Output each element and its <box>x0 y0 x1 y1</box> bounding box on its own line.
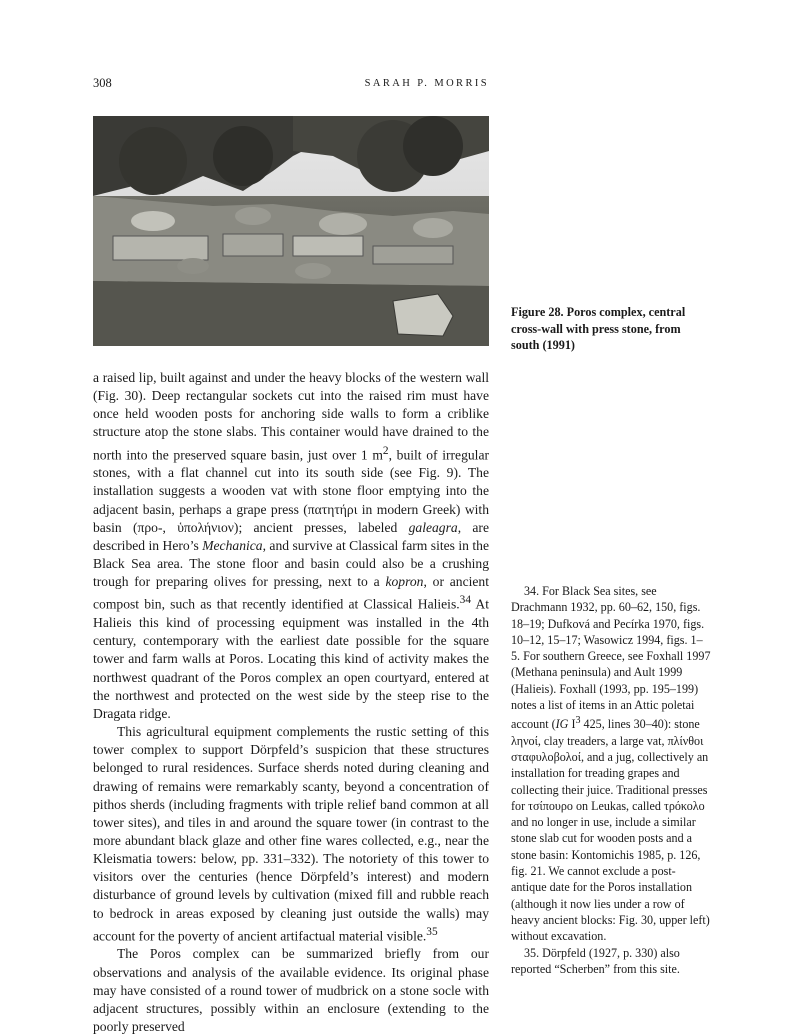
footnote-ref[interactable]: 35 <box>426 925 438 938</box>
figure-photo <box>93 116 489 346</box>
footnote-34: 34. For Black Sea sites, see Drachmann 1932, pp. 60–62, 150, figs. 18–19; Dufková and Pecírka 1970, figs. 10–12, 15–17; Wasowicz 1994, figs. 1–5. For southern Greece, see Foxhall 1997 (Methana peninsula) and Ault 1999 (Halieis). Foxhall (1993, pp. 195–199) notes a list of items in an Attic poletai account (IG $I^3$ 425, lines 30–40): stone ληνοί, clay treaders, a large vat, πλίνθοι σταφυλοβολοί, and a jug, collectively an installation for treading grapes and collecting their juice. Traditional presses for τσίπουρο on Leukas, called τρόκολο and no longer in use, include a similar stone slab cut for wooden posts and a stone basin: Kontomichis 1985, p. 126, fig. 21. We cannot exclude a post-antique date for the Poros installation (although it now lies under a row of heavy ancient blocks: Fig. 30, upper left) without excavation. <box>511 584 711 944</box>
main-text-column <box>93 369 489 1036</box>
running-head: SARAH P. MORRIS <box>364 78 489 89</box>
body-paragraph: This agricultural equipment complements the rustic setting of this tower complex to support Dörpfeld’s suspicion that these structures belonged to rural residences. Surface sherds noted during cleaning and drawing of remains were remarkably scanty, beyond a concentration of pithos sherds (including fragments with triple relief band common at all tower sites), and tiles in and around the square tower (in contrast to the more abundant black glaze and other fine wares collected, e.g., near the Kleismatia towers: below, pp. 331–332). The notoriety of this tower to visitors over the centuries (hence Dörpfeld’s interest) and modern disturbance of ground levels by cultivation (mixed fill and rubble reach to bedrock in areas exposed by cleaning just outside the walls) may account for the poverty of ancient artifactual material visible.$^{35}$ <box>93 724 489 944</box>
figure-caption: Figure 28. Poros complex, central cross-wall with press stone, from south (1991) <box>511 305 686 352</box>
body-paragraph: The Poros complex can be summarized briefly from our observations and analysis of the available evidence. Its original phase may have consisted of a round tower of mudbrick on a stone socle with adjacent structures, possibly within an enclosure (extending to the poorly preserved <box>93 946 489 1035</box>
footnote-35: 35. Dörpfeld (1927, p. 330) also reported “Scherben” from this site. <box>511 945 680 976</box>
footnote-ref[interactable]: 34 <box>459 594 471 607</box>
page-number: 308 <box>93 76 112 90</box>
footnotes-column <box>511 583 711 977</box>
body-paragraph: a raised lip, built against and under the heavy blocks of the western wall (Fig. 30). Deep rectangular sockets cut into the raised rim must have once held wooden posts for anchoring side walls to form a criblike structure atop the stone slabs. This container would have drained to the north into the preserved square basin, just over 1 $m^2$, built of irregular stones, with a flat channel cut into its south side (see Fig. 9). The installation suggests a wooden vat with stone floor emptying into the adjacent basin, perhaps a grape press (πατητήρι in modern Greek) with basin (προ-, ὑπολήνιον); ancient presses, labeled galeagra, are described in Hero’s Mechanica, and survive at Classical farm sites in the Black Sea area. The stone floor and basin could also be a crushing trough for preparing olives for pressing, next to a kopron, or ancient compost bin, such as that recently identified at Classical Halieis.$^{34}$ At Halieis this kind of processing equipment was installed in the 4th century, contemporary with the earliest date possible for the square tower and farm walls at Poros. Locating this kind of activity makes the northwest quadrant of the Poros complex an open courtyard, entered at the northwest and protected on the west side by the steep rise to the Dragata ridge. <box>93 370 489 721</box>
